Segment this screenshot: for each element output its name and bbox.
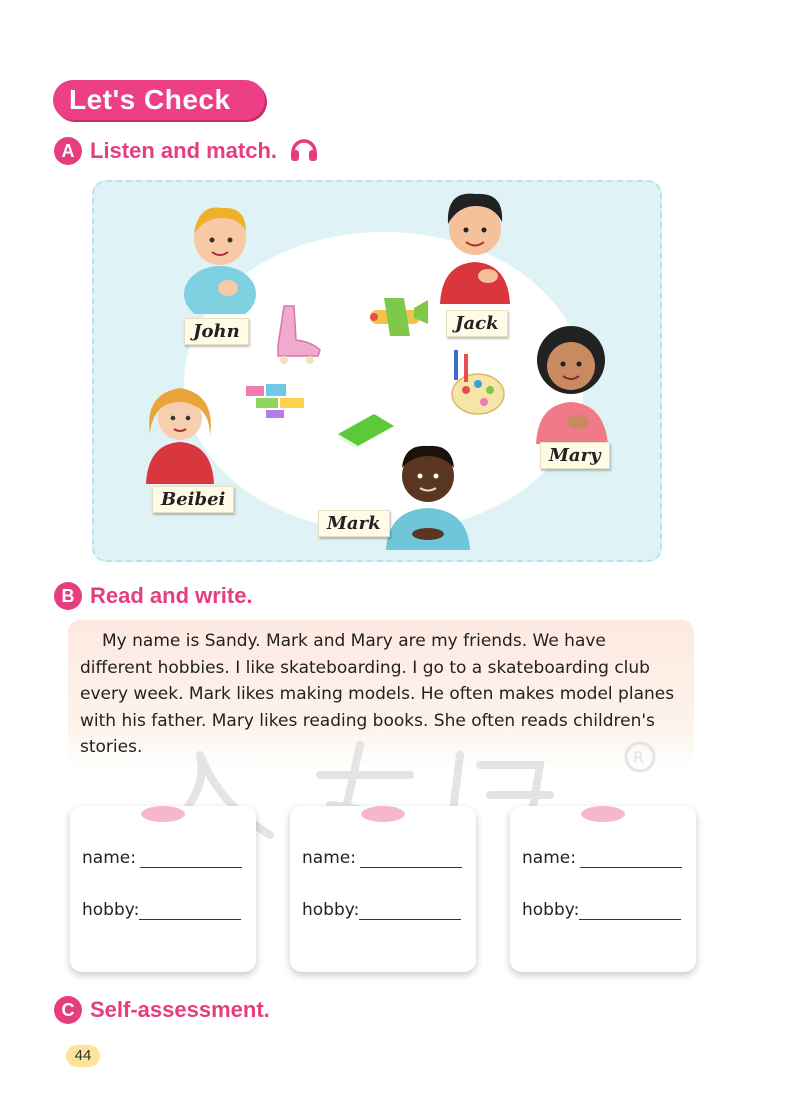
model-plane-picture [362, 290, 434, 344]
name-tag-mary: Mary [540, 442, 610, 469]
reading-passage: My name is Sandy. Mark and Mary are my friends. We have different hobbies. I like skateboarding. I go to a skateboarding club every week. Mark likes making models. He often makes model planes with his father. Mary likes reading books. She often reads children's stories. [80, 631, 675, 757]
section-b-title: Read and write. [90, 583, 253, 608]
name-row [82, 848, 242, 868]
name-tag-jack: Jack [446, 310, 508, 337]
section-b-letter: B [54, 582, 82, 610]
section-b-heading [54, 582, 253, 610]
name-tag-mark: Mark [318, 510, 390, 537]
hobby-row [302, 900, 461, 920]
card-pin [141, 806, 185, 822]
building-blocks-picture [242, 378, 312, 422]
name-tag-beibei: Beibei [152, 486, 234, 513]
section-c-letter: C [54, 996, 82, 1024]
boy-jack-picture [430, 184, 520, 304]
name-row [302, 848, 462, 868]
girl-mary-picture [528, 314, 614, 444]
name-label: name: [522, 848, 576, 868]
section-c-heading [54, 996, 270, 1024]
hobby-label: hobby: [522, 900, 580, 920]
page-title: Let's Check [53, 80, 265, 120]
page-number: 44 [66, 1045, 100, 1067]
name-blank[interactable] [360, 850, 462, 868]
hobby-blank[interactable] [579, 902, 681, 920]
hobby-label: hobby: [302, 900, 360, 920]
answer-card-2 [290, 806, 476, 972]
svg-text:R: R [633, 748, 645, 767]
hobby-label: hobby: [82, 900, 140, 920]
reading-passage-box [68, 620, 694, 770]
hobby-row [522, 900, 681, 920]
name-label: name: [302, 848, 356, 868]
name-blank[interactable] [140, 850, 242, 868]
card-pin [581, 806, 625, 822]
listen-match-illustration [92, 180, 662, 562]
card-pin [361, 806, 405, 822]
hobby-blank[interactable] [139, 902, 241, 920]
section-a-letter: A [54, 137, 82, 165]
name-label: name: [82, 848, 136, 868]
roller-skate-picture [264, 302, 330, 366]
girl-beibei-picture [138, 374, 222, 484]
section-a-title: Listen and match. [90, 138, 278, 163]
hobby-blank[interactable] [359, 902, 461, 920]
boy-john-picture [180, 194, 260, 314]
name-row [522, 848, 682, 868]
headphones-icon[interactable] [289, 134, 319, 168]
name-blank[interactable] [580, 850, 682, 868]
hobby-row [82, 900, 241, 920]
section-a-heading [54, 134, 319, 168]
name-tag-john: John [184, 318, 249, 345]
answer-card-1 [70, 806, 256, 972]
answer-card-3 [510, 806, 696, 972]
section-c-title: Self-assessment. [90, 997, 270, 1022]
green-book-picture [334, 410, 398, 450]
paint-palette-picture [444, 348, 508, 420]
